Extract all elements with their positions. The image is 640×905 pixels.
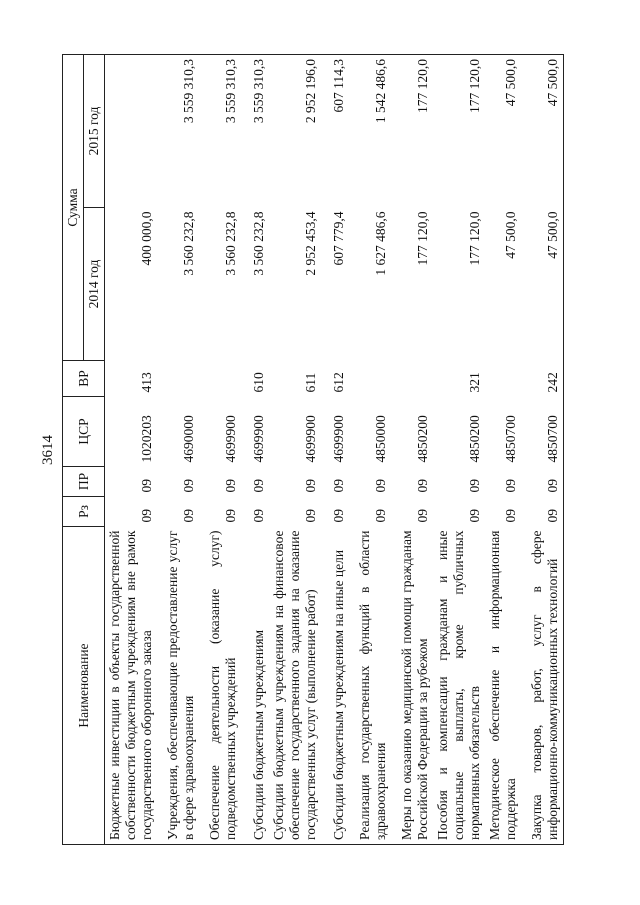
row-amount-2015: 177 120,0 — [391, 54, 433, 207]
row-amount-2014: 3 560 232,8 — [223, 211, 238, 276]
header-summa: Сумма — [63, 54, 84, 360]
header-2015: 2015 год — [84, 54, 105, 207]
row-vr: 413 — [139, 372, 154, 393]
row-csr: 4699900 — [223, 415, 238, 463]
row-name: Субсидии бюджетным учреждениям — [241, 527, 269, 845]
row-pr: 09 — [373, 479, 388, 493]
row-pr: 09 — [139, 479, 154, 493]
header-vr: ВР — [63, 361, 105, 397]
table-row — [433, 54, 485, 844]
row-csr: 4850200 — [415, 415, 430, 463]
row-name: Закупка товаров, работ, услуг в сфере информационно-коммуникационных технологий — [521, 527, 563, 845]
row-amount-2014: 47 500,0 — [521, 208, 563, 361]
row-amount-2015: 47 500,0 — [485, 54, 521, 207]
row-rz: 09 — [331, 509, 346, 523]
row-pr: 09 — [467, 479, 482, 493]
row-amount-2015: 1 542 486,6 — [349, 54, 391, 207]
header-pr: ПР — [63, 467, 105, 497]
row-rz: 09 — [223, 509, 238, 523]
row-amount-2014: 3 560 232,8 — [251, 211, 266, 276]
row-csr: 4699900 — [251, 415, 266, 463]
row-rz: 09 — [139, 509, 154, 523]
row-amount-2014: 400 000,0 — [139, 211, 154, 266]
row-csr: 4850200 — [467, 415, 482, 463]
row-vr: 321 — [467, 372, 482, 393]
header-2014: 2014 год — [84, 208, 105, 361]
row-name: Реализация государственных функций в области здравоохранения — [349, 527, 391, 845]
row-amount-2015 — [105, 54, 158, 207]
row-vr: 242 — [521, 361, 563, 397]
table-row — [269, 54, 321, 844]
row-pr: 09 — [303, 479, 318, 493]
row-amount-2015: 607 114,3 — [321, 54, 349, 207]
table-row — [349, 54, 391, 844]
row-vr: 611 — [303, 372, 318, 393]
row-name: Обеспечение деятельности (оказание услуг) подведомственных учреждений — [199, 527, 241, 845]
row-pr: 09 — [415, 479, 430, 493]
row-vr: 612 — [331, 372, 346, 393]
row-amount-2014: 177 120,0 — [415, 211, 430, 266]
row-amount-2015: 3 559 310,3 — [241, 54, 269, 207]
row-name: Пособия и компенсации гражданам и иные социальные выплаты, кроме публичных нормативных обязательств — [433, 527, 485, 845]
row-name: Субсидии бюджетным учреждениям на иные цели — [321, 527, 349, 845]
row-name: Меры по оказанию медицинской помощи гражданам Российской Федерации за рубежом — [391, 527, 433, 845]
row-csr: 4850700 — [521, 397, 563, 467]
row-amount-2014: 3 560 232,8 — [181, 211, 196, 276]
row-pr: 09 — [251, 479, 266, 493]
row-vr — [391, 361, 433, 397]
page-number: 3614 — [40, 435, 56, 465]
budget-table — [62, 54, 564, 845]
table-row — [521, 54, 563, 844]
row-amount-2015: 2 952 196,0 — [269, 54, 321, 207]
row-amount-2014: 1 627 486,6 — [373, 211, 388, 276]
table-row — [391, 54, 433, 844]
row-name: Учреждения, обеспечивающие предоставление услуг в сфере здравоохранения — [157, 527, 199, 845]
row-rz: 09 — [521, 497, 563, 527]
row-amount-2015: 3 559 310,3 — [157, 54, 199, 207]
row-csr: 4690000 — [181, 415, 196, 463]
row-rz: 09 — [415, 509, 430, 523]
row-name: Бюджетные инвестиции в объекты государственной собственности бюджетным учреждениям вне рамок государственного оборонного заказа — [105, 527, 158, 845]
row-csr: 4850700 — [503, 415, 518, 463]
table-row — [485, 54, 521, 844]
header-name: Наименование — [63, 527, 105, 845]
row-amount-2014: 607 779,4 — [331, 211, 346, 266]
row-pr: 09 — [331, 479, 346, 493]
row-rz: 09 — [467, 509, 482, 523]
row-vr — [157, 361, 199, 397]
row-pr: 09 — [521, 467, 563, 497]
row-amount-2015: 177 120,0 — [433, 54, 485, 207]
row-csr: 4699900 — [303, 415, 318, 463]
rotated-page — [40, 55, 600, 845]
row-amount-2014: 2 952 453,4 — [303, 211, 318, 276]
table-row — [321, 54, 349, 844]
row-csr: 1020203 — [139, 415, 154, 463]
row-pr: 09 — [503, 479, 518, 493]
table-row — [157, 54, 199, 844]
row-vr — [485, 361, 521, 397]
row-rz: 09 — [251, 509, 266, 523]
table-row — [105, 54, 158, 844]
table-row — [199, 54, 241, 844]
row-rz: 09 — [303, 509, 318, 523]
row-amount-2014: 47 500,0 — [503, 211, 518, 259]
row-csr: 4699900 — [331, 415, 346, 463]
row-amount-2014: 177 120,0 — [467, 211, 482, 266]
row-vr: 610 — [251, 372, 266, 393]
row-name: Методическое обеспечение и информационная поддержка — [485, 527, 521, 845]
row-vr — [349, 361, 391, 397]
header-rz: Рз — [63, 497, 105, 527]
row-pr: 09 — [223, 479, 238, 493]
table-row — [241, 54, 269, 844]
header-csr: ЦСР — [63, 397, 105, 467]
row-amount-2015: 47 500,0 — [521, 54, 563, 207]
row-csr: 4850000 — [373, 415, 388, 463]
row-amount-2015: 3 559 310,3 — [199, 54, 241, 207]
row-rz: 09 — [181, 509, 196, 523]
row-rz: 09 — [373, 509, 388, 523]
row-vr — [199, 361, 241, 397]
row-rz: 09 — [503, 509, 518, 523]
row-pr: 09 — [181, 479, 196, 493]
row-name: Субсидии бюджетным учреждениям на финансовое обеспечение государственного задания на оказание государственных услуг (выполнение работ) — [269, 527, 321, 845]
